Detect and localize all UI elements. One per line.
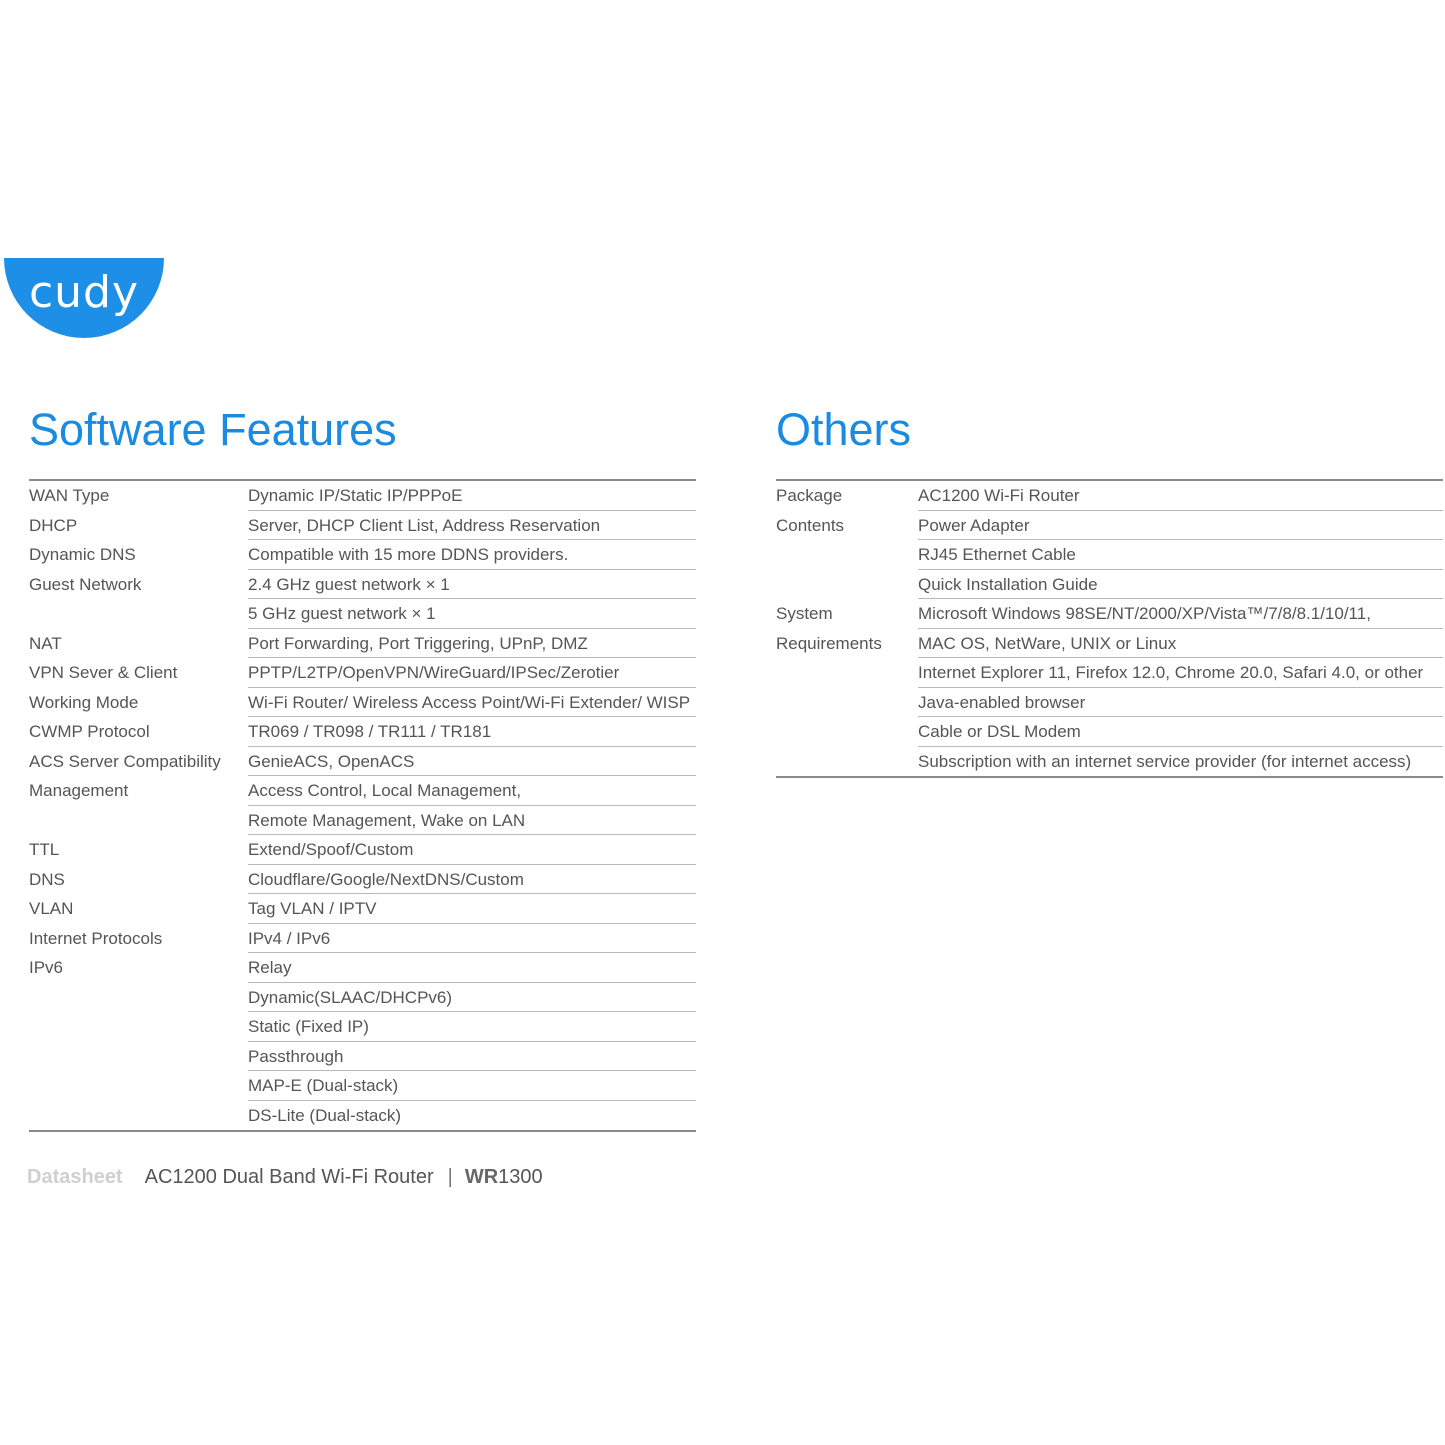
cudy-logo: [4, 258, 164, 338]
row-label: DNS: [29, 869, 65, 889]
row-value: Internet Explorer 11, Firefox 12.0, Chrome 20.0, Safari 4.0, or other: [918, 658, 1443, 688]
row-label: [29, 1012, 248, 1042]
footer-model-number: 1300: [498, 1166, 543, 1188]
row-value: MAP-E (Dual-stack): [248, 1071, 696, 1101]
row-label: [29, 983, 248, 1013]
row-value: Compatible with 15 more DDNS providers.: [248, 540, 696, 570]
row-label: [776, 688, 918, 718]
row-value: Wi-Fi Router/ Wireless Access Point/Wi-Fi Extender/ WISP: [248, 688, 696, 718]
table-row: [29, 688, 696, 718]
table-row: [29, 629, 696, 659]
table-row: [29, 865, 696, 895]
row-label: [29, 1042, 248, 1072]
row-label: VPN Sever & Client: [29, 663, 178, 682]
row-value: AC1200 Wi-Fi Router: [918, 481, 1443, 511]
table-row: [776, 688, 1443, 718]
row-value: GenieACS, OpenACS: [248, 747, 696, 777]
table-row: [776, 629, 1443, 659]
table-row: [29, 924, 696, 954]
logo-text: cudy: [28, 267, 140, 318]
row-value: MAC OS, NetWare, UNIX or Linux: [918, 629, 1443, 659]
footer-model-prefix: WR: [464, 1166, 499, 1188]
table-row: [29, 806, 696, 836]
row-label: VLAN: [29, 899, 74, 918]
row-value: Server, DHCP Client List, Address Reservation: [248, 511, 696, 541]
table-row: [29, 540, 696, 570]
row-value: Cloudflare/Google/NextDNS/Custom: [248, 865, 696, 895]
table-row: [29, 481, 696, 511]
table-row: [29, 776, 696, 806]
row-value: Access Control, Local Management,: [248, 776, 696, 806]
row-value: Cable or DSL Modem: [918, 717, 1443, 747]
row-label: [29, 806, 248, 836]
table-row: [776, 481, 1443, 511]
software-features-table: [29, 479, 696, 1132]
table-row: [29, 894, 696, 924]
table-row: [776, 511, 1443, 541]
table-row: [29, 717, 696, 747]
row-value: DS-Lite (Dual-stack): [248, 1105, 402, 1125]
row-label: IPv6: [29, 958, 64, 977]
row-value: RJ45 Ethernet Cable: [918, 540, 1443, 570]
row-value: Passthrough: [248, 1042, 696, 1072]
table-row: [29, 953, 696, 983]
row-label: [776, 658, 918, 688]
table-row: [29, 835, 696, 865]
row-value: TR069 / TR098 / TR111 / TR181: [248, 717, 696, 747]
row-value: IPv4 / IPv6: [248, 924, 696, 954]
row-label: Management: [29, 781, 129, 800]
row-value: PPTP/L2TP/OpenVPN/WireGuard/IPSec/Zerotier: [248, 658, 696, 688]
row-value: Relay: [248, 953, 696, 983]
row-value: Power Adapter: [918, 511, 1443, 541]
footer-separator: |: [447, 1166, 453, 1188]
row-value: 2.4 GHz guest network × 1: [248, 570, 696, 600]
table-row: [29, 658, 696, 688]
table-row: [29, 1101, 696, 1131]
row-value: 5 GHz guest network × 1: [248, 599, 696, 629]
row-label: [29, 1071, 248, 1101]
row-label: DHCP: [29, 515, 78, 535]
software-features-title: Software Features: [29, 404, 397, 455]
table-row: [29, 1071, 696, 1101]
row-label: Dynamic DNS: [29, 545, 136, 564]
row-label: Guest Network: [29, 574, 142, 594]
table-row: [776, 717, 1443, 747]
row-value: Tag VLAN / IPTV: [248, 894, 696, 924]
row-value: Subscription with an internet service provider (for internet access): [918, 751, 1412, 771]
row-value: Remote Management, Wake on LAN: [248, 806, 696, 836]
table-row: [29, 1042, 696, 1072]
row-label: [776, 540, 918, 570]
table-row: [29, 983, 696, 1013]
row-label: Requirements: [776, 633, 882, 653]
row-label: NAT: [29, 633, 62, 653]
others-title: Others: [776, 404, 912, 455]
table-row: [29, 1012, 696, 1042]
others-table: [776, 479, 1443, 778]
row-label: TTL: [29, 840, 60, 859]
table-row: [776, 658, 1443, 688]
row-value: Dynamic(SLAAC/DHCPv6): [248, 983, 696, 1013]
table-row: [776, 540, 1443, 570]
row-label: Contents: [776, 515, 845, 535]
table-row: [776, 570, 1443, 600]
footer-datasheet-label: Datasheet: [27, 1166, 123, 1188]
row-label: Working Mode: [29, 692, 139, 712]
row-label: Internet Protocols: [29, 928, 163, 948]
row-label: [776, 570, 918, 600]
footer: [27, 1163, 543, 1191]
footer-product-name: AC1200 Dual Band Wi-Fi Router: [144, 1166, 434, 1188]
row-value: Java-enabled browser: [918, 688, 1443, 718]
table-row: [29, 511, 696, 541]
row-value: Extend/Spoof/Custom: [248, 835, 696, 865]
row-label: [776, 747, 918, 777]
row-value: Microsoft Windows 98SE/NT/2000/XP/Vista™/7/8/8.1/10/11,: [918, 599, 1443, 629]
table-row: [776, 747, 1443, 777]
row-label: [776, 717, 918, 747]
row-value: Quick Installation Guide: [918, 570, 1443, 600]
table-row: [29, 599, 696, 629]
row-label: System: [776, 604, 833, 623]
row-value: Static (Fixed IP): [248, 1012, 696, 1042]
row-value: Dynamic IP/Static IP/PPPoE: [248, 481, 696, 511]
table-row: [776, 599, 1443, 629]
row-label: [29, 1101, 248, 1131]
table-row: [29, 747, 696, 777]
row-label: Package: [776, 486, 843, 505]
row-label: WAN Type: [29, 486, 110, 505]
row-value: Port Forwarding, Port Triggering, UPnP, DMZ: [248, 629, 696, 659]
row-label: CWMP Protocol: [29, 722, 150, 741]
row-label: ACS Server Compatibility: [29, 751, 221, 771]
table-row: [29, 570, 696, 600]
row-label: [29, 599, 248, 629]
